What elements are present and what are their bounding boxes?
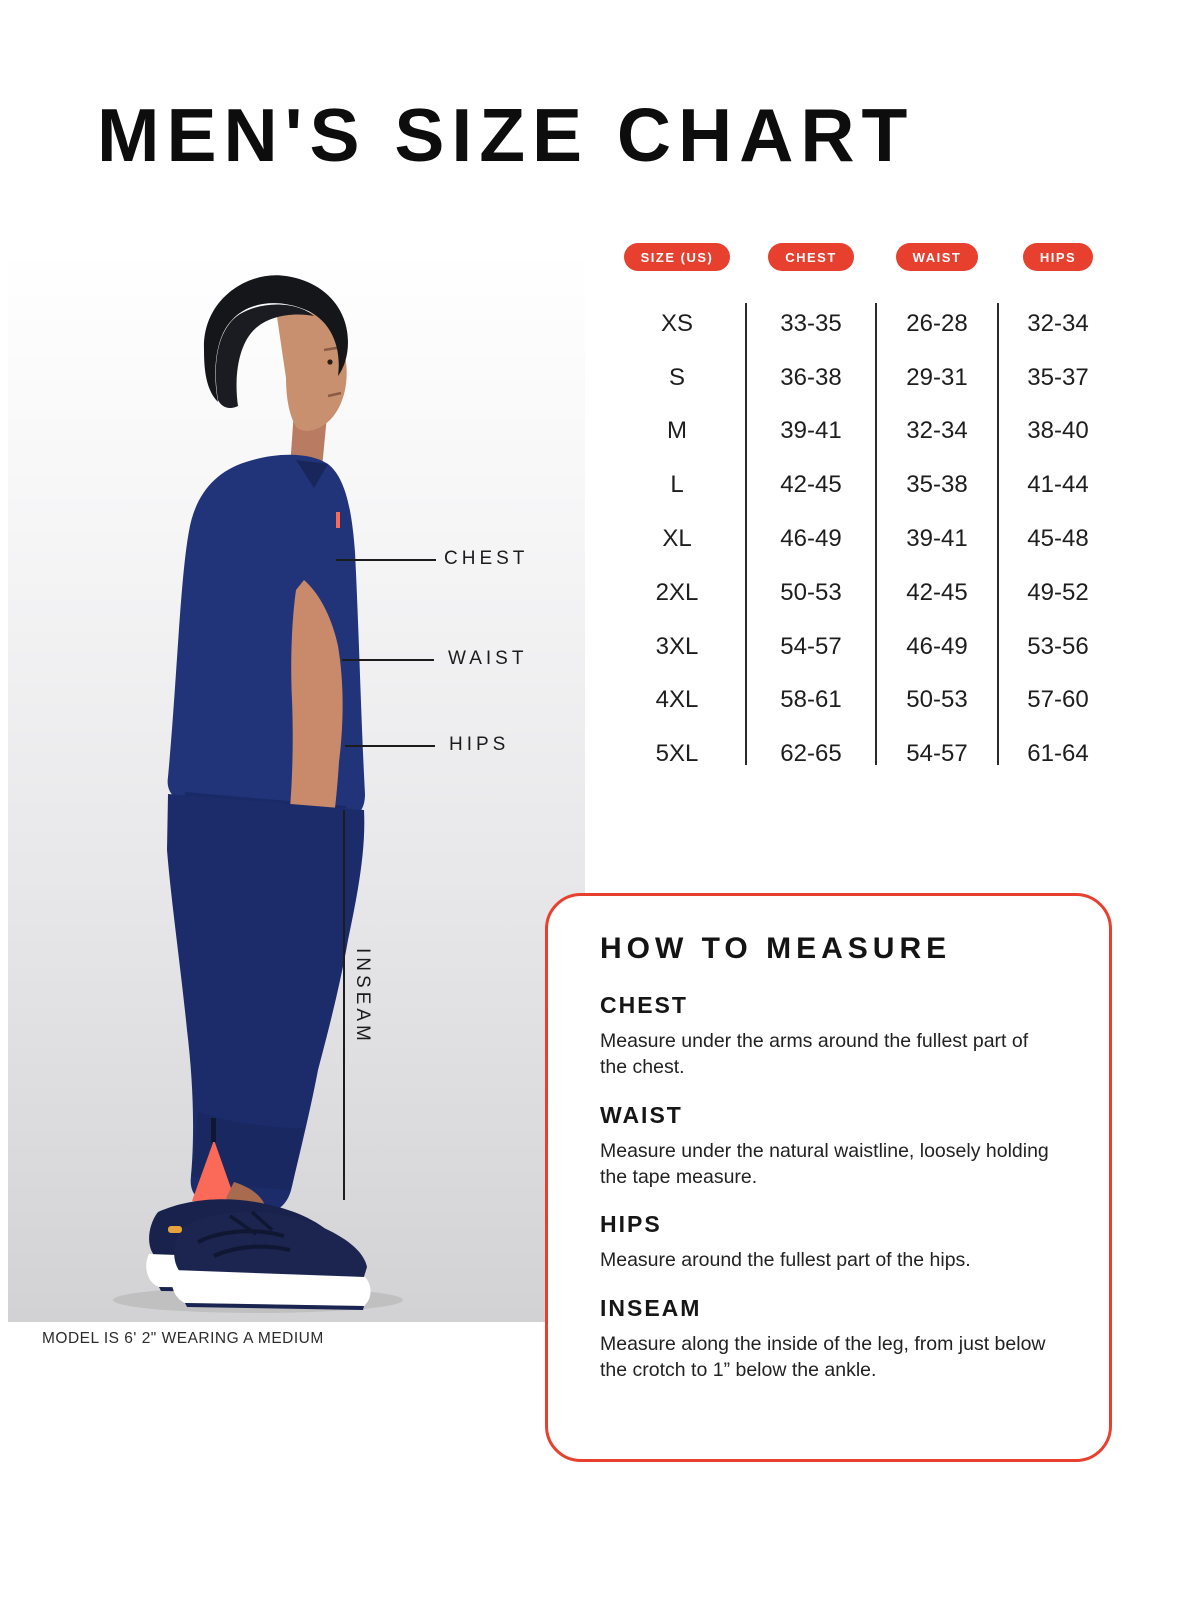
chest-cell: 54-57 (780, 632, 842, 660)
table-row (608, 297, 1118, 351)
table-row (608, 727, 1118, 781)
hips-cell: 38-40 (1027, 417, 1089, 445)
section-heading: WAIST (600, 1101, 683, 1128)
measure-section-chest (600, 992, 1065, 1081)
header-pill-size: SIZE (US) (624, 243, 731, 271)
size-cell: M (667, 417, 687, 445)
size-cell: XL (662, 525, 692, 553)
size-cell: 5XL (655, 740, 699, 768)
waist-annotation-label: WAIST (448, 648, 528, 669)
waist-cell: 29-31 (906, 363, 968, 391)
column-divider (997, 303, 999, 765)
size-cell: 4XL (655, 686, 699, 714)
model-illustration (8, 250, 585, 1322)
section-text: Measure along the inside of the leg, from just below the crotch to 1” below the ankle. (600, 1332, 1046, 1381)
size-cell: S (668, 363, 685, 391)
chest-cell: 42-45 (780, 471, 842, 499)
waist-cell: 35-38 (906, 471, 968, 499)
size-cell: L (670, 471, 684, 499)
section-heading: INSEAM (600, 1294, 702, 1321)
size-table (608, 297, 1118, 768)
waist-cell: 39-41 (906, 525, 968, 553)
section-heading: HIPS (600, 1211, 662, 1238)
waist-cell: 50-53 (906, 686, 968, 714)
chest-cell: 39-41 (780, 417, 842, 445)
hips-cell: 32-34 (1027, 309, 1089, 337)
header-pill-chest: CHEST (768, 243, 854, 271)
chest-cell: 46-49 (780, 525, 842, 553)
measure-section-inseam (600, 1295, 1065, 1384)
table-row (608, 351, 1118, 405)
chest-annotation-label: CHEST (444, 548, 529, 569)
table-row (608, 458, 1118, 512)
hips-annotation-label: HIPS (449, 734, 510, 755)
header-pill-hips: HIPS (1023, 243, 1093, 271)
hips-cell: 35-37 (1027, 363, 1089, 391)
size-cell: 3XL (655, 632, 699, 660)
measure-section-waist (600, 1102, 1065, 1191)
waist-cell: 42-45 (906, 578, 968, 606)
column-divider (745, 303, 747, 765)
table-row (608, 512, 1118, 566)
size-cell: 2XL (655, 578, 699, 606)
section-text: Measure under the natural waistline, loosely holding the tape measure. (600, 1139, 1049, 1188)
chest-pointer-line (336, 559, 436, 561)
how-to-measure-title: HOW TO MEASURE (600, 932, 952, 965)
measure-section-hips (600, 1211, 1065, 1273)
chest-cell: 33-35 (780, 309, 842, 337)
hips-pointer-line (345, 745, 435, 747)
chest-cell: 36-38 (780, 363, 842, 391)
how-to-measure-box (545, 893, 1112, 1462)
header-pill-waist: WAIST (896, 243, 979, 271)
chest-cell: 50-53 (780, 578, 842, 606)
inseam-annotation-label: INSEAM (352, 948, 373, 1045)
table-row (608, 566, 1118, 620)
waist-cell: 32-34 (906, 417, 968, 445)
hips-cell: 57-60 (1027, 686, 1089, 714)
section-text: Measure around the fullest part of the hips. (600, 1249, 971, 1272)
section-heading: CHEST (600, 992, 688, 1018)
waist-cell: 54-57 (906, 740, 968, 768)
chest-cell: 58-61 (780, 686, 842, 714)
page-title: MEN'S SIZE CHART (97, 93, 915, 177)
hips-cell: 49-52 (1027, 578, 1089, 606)
model-photo (8, 250, 585, 1322)
table-row (608, 620, 1118, 674)
inseam-pointer-line (343, 810, 345, 1200)
waist-cell: 26-28 (906, 309, 968, 337)
hips-cell: 45-48 (1027, 525, 1089, 553)
chest-cell: 62-65 (780, 740, 842, 768)
table-row (608, 405, 1118, 459)
hips-cell: 53-56 (1027, 632, 1089, 660)
column-divider (875, 303, 877, 765)
section-text: Measure under the arms around the fullest part of the chest. (600, 1030, 1029, 1079)
waist-cell: 46-49 (906, 632, 968, 660)
model-caption: MODEL IS 6' 2" WEARING A MEDIUM (42, 1330, 324, 1347)
hips-cell: 41-44 (1027, 471, 1089, 499)
waist-pointer-line (342, 659, 434, 661)
table-row (608, 674, 1118, 728)
hips-cell: 61-64 (1027, 740, 1089, 768)
size-cell: XS (660, 309, 693, 337)
size-table-header (608, 243, 1118, 271)
